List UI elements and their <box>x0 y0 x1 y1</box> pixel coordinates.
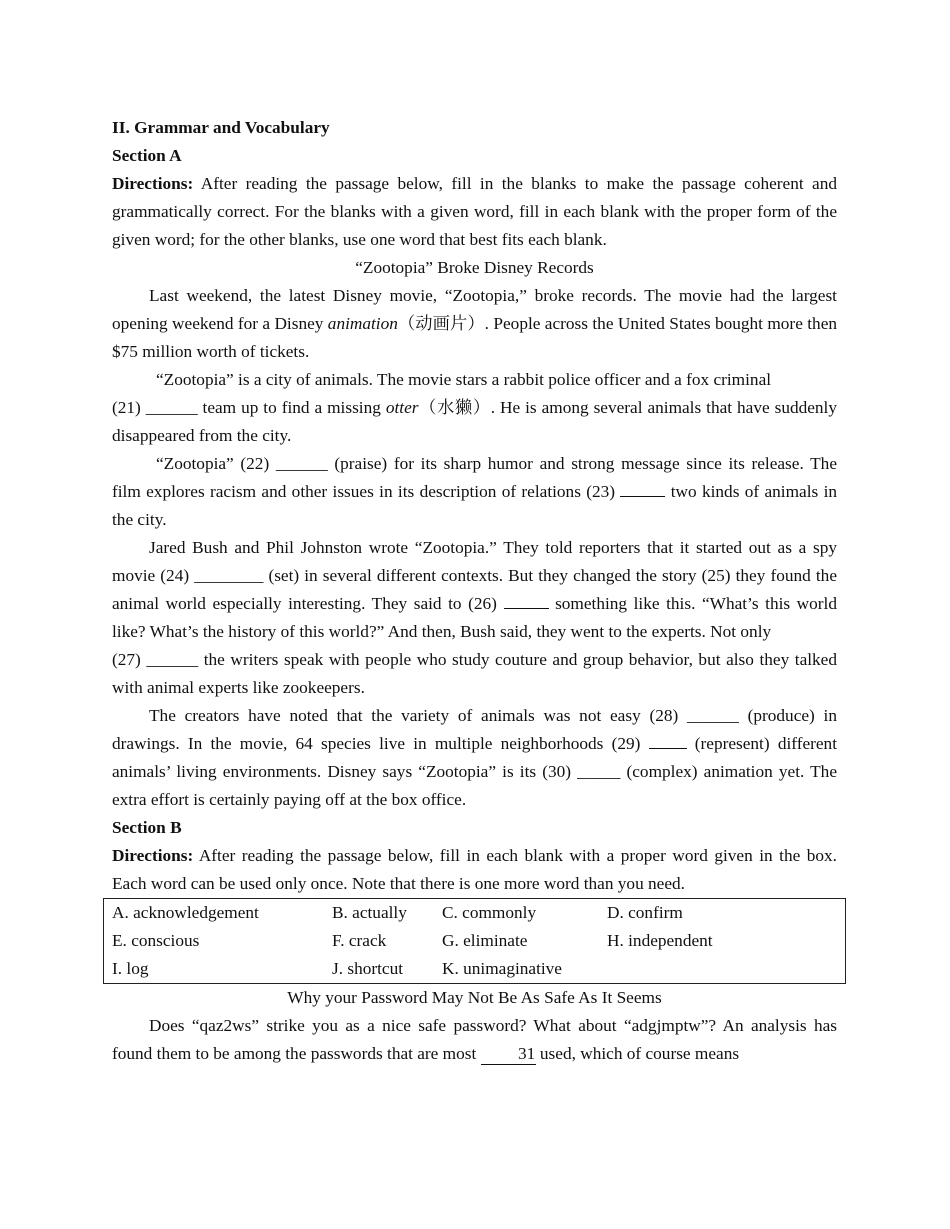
directions-label: Directions: <box>112 846 194 865</box>
text-run: Last weekend, the latest Disney movie, “Zootopia,” broke records. The movie had the largest opening weekend for a Disney <box>112 286 837 333</box>
passage-a-paragraph-4-cont: (27) ______ the writers speak with people who study couture and group behavior, but also they talked with animal experts like zookeepers. <box>112 650 837 697</box>
text-run: (21) ______ team up to find a missing <box>112 398 386 417</box>
passage-a-paragraph-2-line-1: “Zootopia” is a city of animals. The movie stars a rabbit police officer and a fox criminal <box>156 370 772 389</box>
word-box-row <box>112 955 837 983</box>
word-option: D. confirm <box>607 903 683 922</box>
passage-a-paragraph-2 <box>112 394 837 450</box>
word-box <box>103 898 846 984</box>
text-run: used, which of course means <box>535 1044 740 1063</box>
directions-text: After reading the passage below, fill in the blanks to make the passage coherent and grammatically correct. For the blanks with a given word, fill in each blank with the proper form of the given word; for the other blanks, use one word that best fits each blank. <box>112 174 837 249</box>
section-b-directions <box>112 842 837 898</box>
word-option: J. shortcut <box>332 959 404 978</box>
passage-a-paragraph-1 <box>112 282 837 366</box>
directions-label: Directions: <box>112 174 194 193</box>
text-run: The creators have noted that the variety of animals was not easy (28) ______ (produce) in drawings. In the movie, 64 species live in multiple neighborhoods (29) <box>112 706 837 753</box>
blank-29 <box>649 748 687 749</box>
word-option: B. actually <box>332 903 407 922</box>
text-run: Does “qaz2ws” strike you as a nice safe password? What about “adgjmptw”? An analysis has found them to be among the passwords that are most <box>112 1016 837 1063</box>
word-option: C. commonly <box>442 903 537 922</box>
text-run: (represent) different animals’ living environments. Disney says “Zootopia” is its (30) _____ (complex) animation yet. The extra effort is certainly paying off at the box office. <box>112 734 837 809</box>
passage-b-paragraph-1 <box>112 1012 837 1068</box>
blank-26 <box>504 608 549 609</box>
passage-a-paragraph-3 <box>112 450 837 534</box>
exam-page <box>112 114 837 1068</box>
passage-a-paragraph-4 <box>112 534 837 646</box>
text-run: two kinds of animals in the city. <box>112 482 838 529</box>
word-box-row <box>112 927 837 955</box>
blank-31: 31 <box>481 1044 536 1065</box>
word-option: I. log <box>112 959 149 978</box>
text-run: Jared Bush and Phil Johnston wrote “Zootopia.” They told reporters that it started out as a spy movie (24) ________ (set) in several different contexts. But they changed the story (25) they found the animal world especially interesting. They said to (26) <box>112 538 837 613</box>
text-run: （动画片）. People across the United States bought more then $75 million worth of tickets. <box>112 314 837 361</box>
part-heading: II. Grammar and Vocabulary <box>112 118 330 137</box>
section-b-title: Section B <box>112 818 182 837</box>
word-option: A. acknowledgement <box>112 903 259 922</box>
word-box-row <box>112 899 837 927</box>
text-run: something like this. “What’s this world like? What’s the history of this world?” And then, Bush said, they went to the experts. Not only <box>112 594 837 641</box>
word-option <box>607 955 757 983</box>
blank-23 <box>620 496 665 497</box>
italic-term: animation <box>327 314 398 333</box>
section-a-directions <box>112 170 837 254</box>
italic-term: otter <box>385 398 419 417</box>
word-option: G. eliminate <box>442 931 528 950</box>
directions-text: After reading the passage below, fill in each blank with a proper word given in the box. Each word can be used only once. Note that there is one more word than you need. <box>112 846 837 893</box>
section-a-title: Section A <box>112 146 182 165</box>
word-option: K. unimaginative <box>442 959 562 978</box>
text-run: “Zootopia” (22) ______ (praise) for its sharp humor and strong message since its release. The film explores racism and other issues in its description of relations (23) <box>112 454 837 501</box>
word-option: F. crack <box>332 931 387 950</box>
passage-a-paragraph-5 <box>112 702 837 814</box>
text-run: （水獭）. He is among several animals that have suddenly disappeared from the city. <box>112 398 837 445</box>
word-option: E. conscious <box>112 931 200 950</box>
passage-b-title: Why your Password May Not Be As Safe As It Seems <box>287 988 662 1007</box>
passage-a-title: “Zootopia” Broke Disney Records <box>355 258 594 277</box>
word-option: H. independent <box>607 931 713 950</box>
